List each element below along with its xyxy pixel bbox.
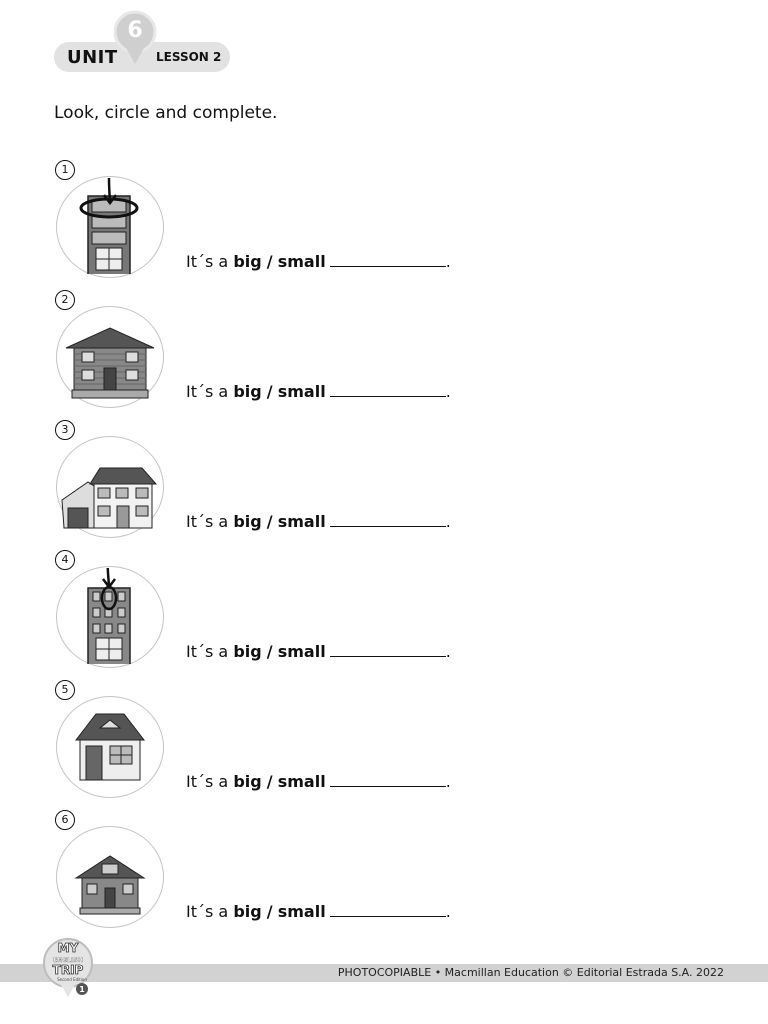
option-separator: / xyxy=(266,902,273,921)
exercise-item-3 xyxy=(0,420,768,550)
item-number: 5 xyxy=(55,680,75,700)
sentence xyxy=(186,642,451,661)
option-big[interactable]: big xyxy=(233,512,262,531)
option-big[interactable]: big xyxy=(233,382,262,401)
sentence xyxy=(186,512,451,531)
exercise-item-4 xyxy=(0,550,768,680)
sentence xyxy=(186,902,451,921)
wooden-house-icon xyxy=(60,308,160,404)
svg-text:Second Edition: Second Edition xyxy=(57,977,87,982)
sentence-prefix: It´s a xyxy=(186,642,229,661)
sentence xyxy=(186,252,451,271)
sentence-suffix: . xyxy=(445,642,451,661)
option-separator: / xyxy=(266,772,273,791)
svg-text:ENGLISH: ENGLISH xyxy=(53,957,83,964)
sentence-prefix: It´s a xyxy=(186,902,229,921)
exercise-item-6 xyxy=(0,810,768,940)
answer-blank[interactable] xyxy=(330,516,446,527)
answer-blank[interactable] xyxy=(330,386,446,397)
answer-blank[interactable] xyxy=(330,776,446,787)
lesson-label: LESSON 2 xyxy=(156,50,222,64)
option-small[interactable]: small xyxy=(277,382,326,401)
option-separator: / xyxy=(266,382,273,401)
sentence-prefix: It´s a xyxy=(186,382,229,401)
cottage-icon xyxy=(60,828,160,924)
unit-label: UNIT xyxy=(67,47,118,68)
exercise-item-2 xyxy=(0,290,768,420)
sentence-suffix: . xyxy=(445,382,451,401)
large-house-icon xyxy=(60,438,160,534)
answer-blank[interactable] xyxy=(330,646,446,657)
svg-text:MY: MY xyxy=(57,941,79,955)
option-small[interactable]: small xyxy=(277,512,326,531)
option-separator: / xyxy=(266,642,273,661)
item-number: 1 xyxy=(55,160,75,180)
sentence-suffix: . xyxy=(445,902,451,921)
apartment-building-icon xyxy=(60,568,160,664)
sentence xyxy=(186,382,451,401)
item-number: 2 xyxy=(55,290,75,310)
sentence-suffix: . xyxy=(445,252,451,271)
option-small[interactable]: small xyxy=(277,772,326,791)
answer-blank[interactable] xyxy=(330,906,446,917)
item-number: 6 xyxy=(55,810,75,830)
small-house-icon xyxy=(60,698,160,794)
option-big[interactable]: big xyxy=(233,642,262,661)
sentence-prefix: It´s a xyxy=(186,252,229,271)
exercise-item-1 xyxy=(0,160,768,290)
answer-blank[interactable] xyxy=(330,256,446,267)
sentence-prefix: It´s a xyxy=(186,772,229,791)
sentence-prefix: It´s a xyxy=(186,512,229,531)
option-small[interactable]: small xyxy=(277,642,326,661)
tall-building-icon xyxy=(60,178,160,274)
sentence xyxy=(186,772,451,791)
item-number: 3 xyxy=(55,420,75,440)
footer-copyright: PHOTOCOPIABLE • Macmillan Education © Editorial Estrada S.A. 2022 xyxy=(337,966,724,979)
option-small[interactable]: small xyxy=(277,252,326,271)
svg-text:1: 1 xyxy=(79,985,85,994)
item-number: 4 xyxy=(55,550,75,570)
sentence-suffix: . xyxy=(445,772,451,791)
option-separator: / xyxy=(266,252,273,271)
option-separator: / xyxy=(266,512,273,531)
option-big[interactable]: big xyxy=(233,902,262,921)
option-big[interactable]: big xyxy=(233,772,262,791)
exercise-item-5 xyxy=(0,680,768,810)
option-small[interactable]: small xyxy=(277,902,326,921)
my-english-trip-logo-icon xyxy=(42,935,98,999)
instruction-text: Look, circle and complete. xyxy=(54,103,278,123)
sentence-suffix: . xyxy=(445,512,451,531)
svg-text:TRIP: TRIP xyxy=(52,963,84,977)
option-big[interactable]: big xyxy=(233,252,262,271)
unit-number: 6 xyxy=(127,18,143,43)
